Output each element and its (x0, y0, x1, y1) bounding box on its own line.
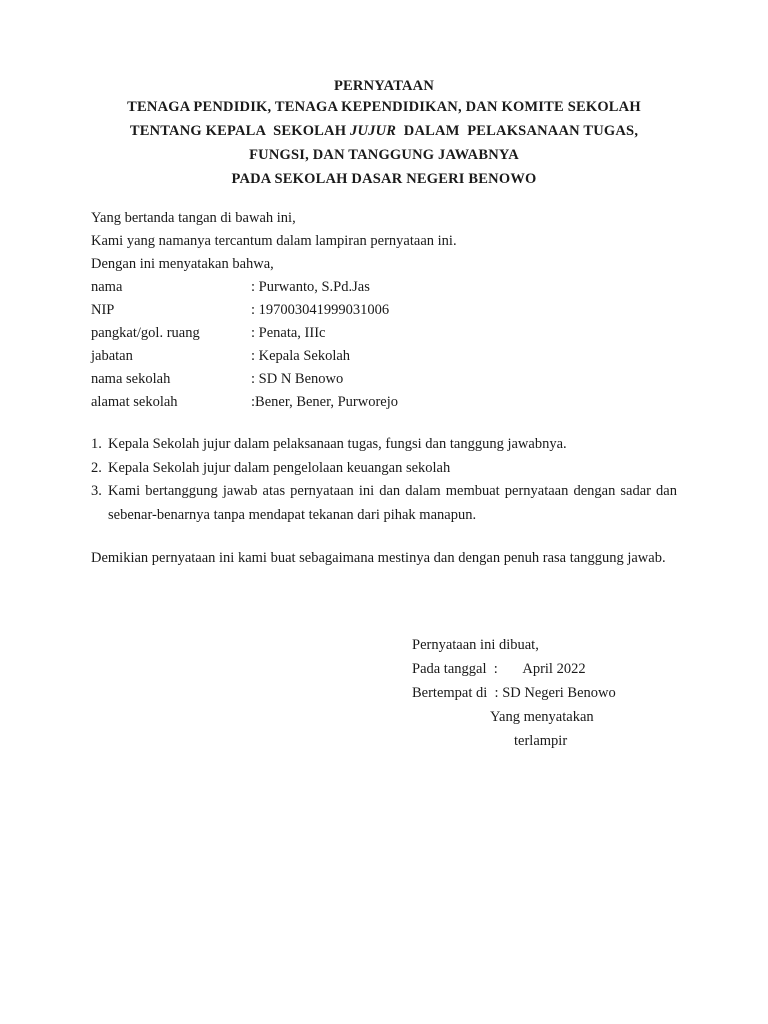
field-label: NIP (91, 302, 115, 318)
field-row-nama-sekolah (91, 368, 677, 391)
field-value: : SD N Benowo (251, 371, 344, 387)
signature-block (412, 633, 712, 753)
list-number: 1. (91, 436, 102, 452)
list-text: Kepala Sekolah jujur dalam pelaksanaan tugas, fungsi dan tanggung jawabnya. (108, 436, 567, 452)
document-title (0, 78, 768, 191)
title-line-2: TENAGA PENDIDIK, TENAGA KEPENDIDIKAN, DAN KOMITE SEKOLAH (127, 99, 641, 115)
signature-attached: terlampir (514, 733, 568, 749)
title-line-1: PERNYATAAN (333, 78, 435, 94)
list-item (91, 480, 677, 527)
signature-place: Bertempat di : SD Negeri Benowo (412, 685, 616, 701)
field-label: nama sekolah (91, 371, 171, 387)
intro-line: Yang bertanda tangan di bawah ini, (91, 210, 296, 226)
list-number: 2. (91, 459, 102, 476)
signature-date: Pada tanggal : April 2022 (412, 661, 586, 677)
field-row-nama (91, 276, 677, 299)
signature-made: Pernyataan ini dibuat, (412, 637, 539, 653)
field-row-alamat (91, 391, 677, 414)
title-line-3 (0, 119, 768, 143)
intro-line: Dengan ini menyatakan bahwa, (91, 256, 274, 272)
intro-paragraph (91, 207, 677, 276)
list-item (91, 433, 677, 457)
signature-declarant: Yang menyatakan (490, 709, 594, 725)
intro-line: Kami yang namanya tercantum dalam lampiran pernyataan ini. (91, 233, 457, 249)
list-item (91, 457, 677, 481)
field-label: pangkat/gol. ruang (91, 325, 200, 341)
list-text: Kepala Sekolah jujur dalam pengelolaan keuangan sekolah (108, 459, 451, 476)
field-row-nip (91, 299, 677, 322)
closing-paragraph: Demikian pernyataan ini kami buat sebagaimana mestinya dan dengan penuh rasa tanggung jawab. (91, 550, 666, 566)
field-row-jabatan (91, 345, 677, 368)
title-line-3-pre: TENTANG KEPALA SEKOLAH (129, 123, 351, 139)
field-value: : Purwanto, S.Pd.Jas (251, 279, 370, 295)
field-label: alamat sekolah (91, 394, 178, 410)
field-label: nama (91, 279, 123, 295)
field-value: :Bener, Bener, Purworejo (251, 394, 399, 410)
list-text: Kami bertanggung jawab atas pernyataan ini dan dalam membuat pernyataan dengan sadar dan sebenar-benarnya tanpa mendapat tekanan dari pihak manapun. (108, 483, 677, 523)
field-value: : Penata, IIIc (251, 325, 326, 341)
title-line-3-post: DALAM PELAKSANAAN TUGAS, (396, 123, 639, 139)
field-value: : Kepala Sekolah (251, 348, 351, 364)
field-row-pangkat (91, 322, 677, 345)
statement-list (91, 433, 677, 527)
list-number: 3. (91, 483, 102, 499)
title-italic-word: JUJUR (350, 123, 397, 139)
field-label: jabatan (91, 348, 133, 364)
field-value: : 197003041999031006 (251, 302, 390, 318)
identity-fields (91, 276, 677, 414)
title-line-5: PADA SEKOLAH DASAR NEGERI BENOWO (231, 171, 537, 187)
title-line-4: FUNGSI, DAN TANGGUNG JAWABNYA (249, 147, 519, 163)
